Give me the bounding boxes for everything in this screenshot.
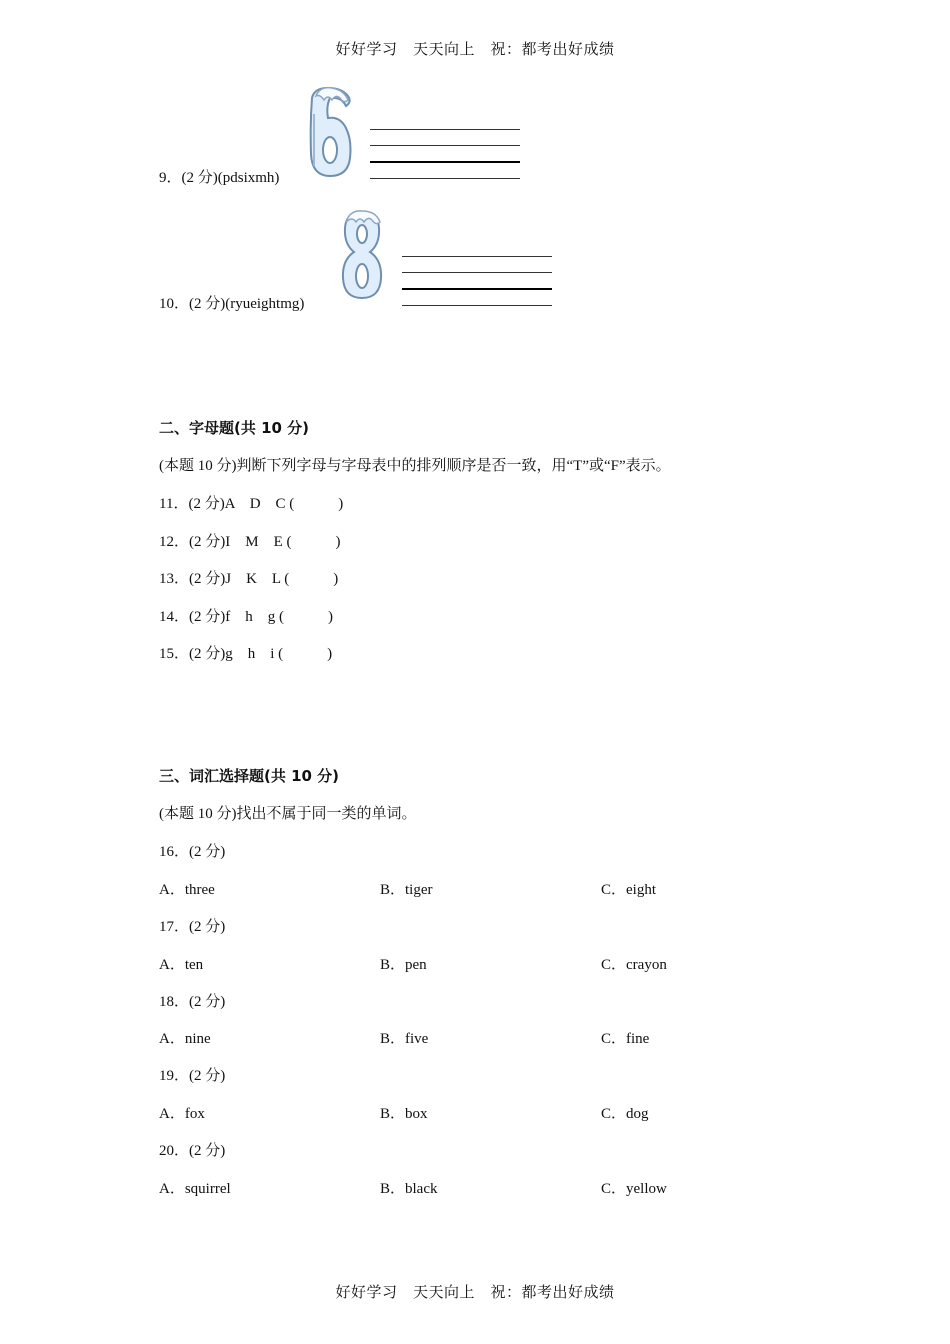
section-3-title: 三、词汇选择题(共 10 分) <box>159 767 340 785</box>
q17-option-a[interactable]: A．ten <box>159 957 204 973</box>
q17-option-b[interactable]: B．pen <box>380 957 427 973</box>
question-17-label: 17．(2 分) <box>159 919 226 935</box>
question-12: 12．(2 分)I M E ( ) <box>159 534 341 550</box>
q19-option-a[interactable]: A．fox <box>159 1106 205 1122</box>
q18-option-b[interactable]: B．five <box>380 1031 429 1047</box>
question-14: 14．(2 分)f h g ( ) <box>159 609 333 625</box>
number-eight-icon <box>340 208 384 302</box>
section-3-instruction: (本题 10 分)找出不属于同一类的单词。 <box>159 806 417 822</box>
section-2-instruction: (本题 10 分)判断下列字母与字母表中的排列顺序是否一致，用“T”或“F”表示。 <box>159 458 671 474</box>
question-16-label: 16．(2 分) <box>159 844 226 860</box>
question-13: 13．(2 分)J K L ( ) <box>159 571 339 587</box>
q19-option-b[interactable]: B．box <box>380 1106 428 1122</box>
question-15: 15．(2 分)g h i ( ) <box>159 646 333 662</box>
section-2-title: 二、字母题(共 10 分) <box>159 419 310 437</box>
q20-option-a[interactable]: A．squirrel <box>159 1181 231 1197</box>
number-six-icon <box>306 84 354 180</box>
q18-option-a[interactable]: A．nine <box>159 1031 211 1047</box>
question-20-label: 20．(2 分) <box>159 1143 226 1159</box>
question-18-label: 18．(2 分) <box>159 994 226 1010</box>
question-9-label: 9．(2 分)(pdsixmh) <box>159 170 280 186</box>
q18-option-c[interactable]: C．fine <box>601 1031 650 1047</box>
question-11: 11．(2 分)A D C ( ) <box>159 496 344 512</box>
q16-option-b[interactable]: B．tiger <box>380 882 433 898</box>
q16-option-a[interactable]: A．three <box>159 882 215 898</box>
question-19-label: 19．(2 分) <box>159 1068 226 1084</box>
q17-option-c[interactable]: C．crayon <box>601 957 667 973</box>
writing-lines-q10[interactable] <box>402 256 552 308</box>
question-10-label: 10．(2 分)(ryueightmg) <box>159 296 305 312</box>
writing-lines-q9[interactable] <box>370 129 520 181</box>
q16-option-c[interactable]: C．eight <box>601 882 656 898</box>
q20-option-b[interactable]: B．black <box>380 1181 438 1197</box>
q20-option-c[interactable]: C．yellow <box>601 1181 667 1197</box>
page-header: 好好学习 天天向上 祝：都考出好成绩 <box>335 40 615 58</box>
q19-option-c[interactable]: C．dog <box>601 1106 649 1122</box>
page-footer: 好好学习 天天向上 祝：都考出好成绩 <box>335 1283 615 1301</box>
